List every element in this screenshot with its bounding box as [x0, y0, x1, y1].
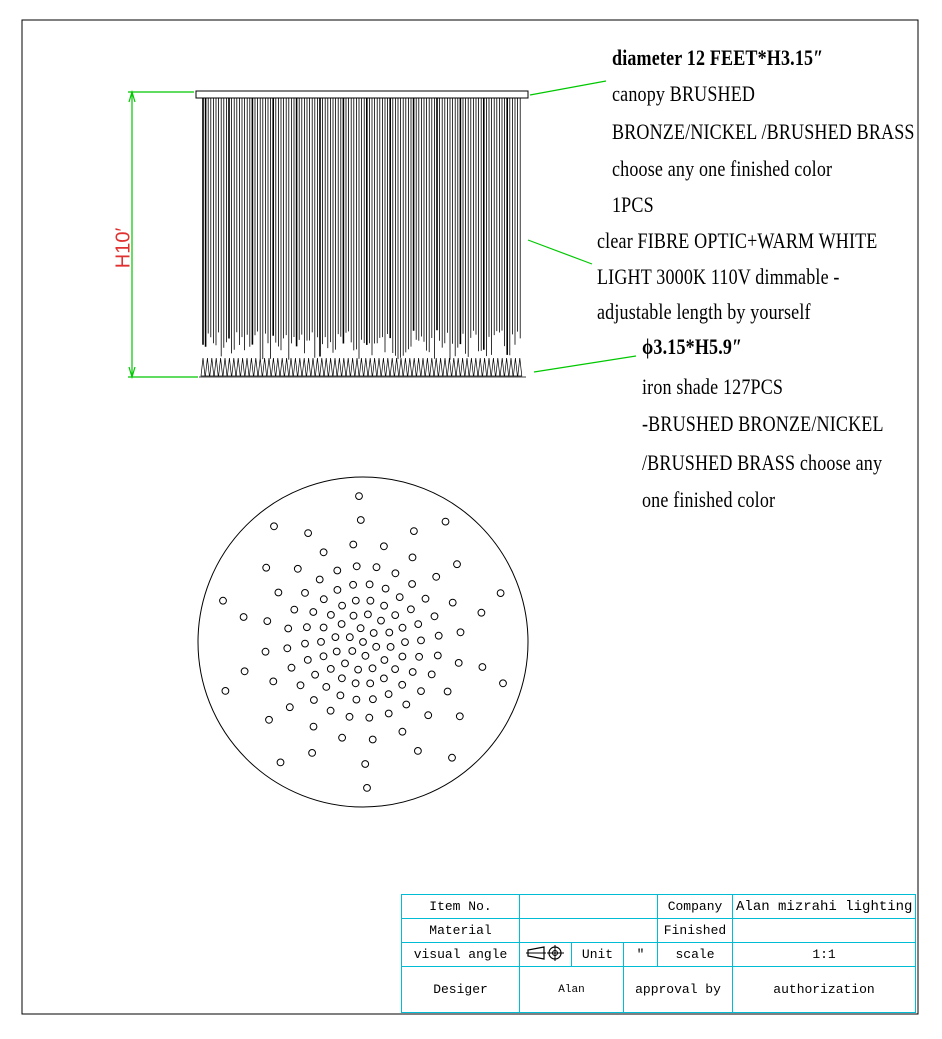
canopy	[196, 91, 528, 98]
iron-shade	[320, 358, 324, 376]
shade-hole	[385, 691, 392, 698]
iron-shade	[465, 358, 469, 376]
shade-hole	[367, 680, 374, 687]
shade-hole	[478, 609, 485, 616]
iron-shade	[381, 358, 385, 376]
iron-shade	[518, 358, 522, 376]
shade-hole	[350, 541, 357, 548]
canopy-leader	[530, 81, 606, 95]
shade-hole	[399, 728, 406, 735]
shade-hole	[310, 723, 317, 730]
shade-leader	[534, 356, 636, 372]
iron-shade	[263, 358, 267, 376]
iron-shade	[232, 358, 236, 376]
iron-shade	[205, 358, 209, 376]
material-label: Material	[402, 919, 520, 943]
iron-shade	[395, 358, 399, 376]
shade-hole	[355, 666, 362, 673]
shade-hole	[310, 609, 317, 616]
iron-shade	[289, 358, 293, 376]
shade-hole	[266, 716, 273, 723]
shade-note-line-4: /BRUSHED BRASS choose any	[642, 450, 883, 475]
shade-hole	[305, 530, 312, 537]
shade-hole	[222, 688, 229, 695]
shade-hole	[312, 671, 319, 678]
shade-hole	[497, 590, 504, 597]
shade-hole	[392, 570, 399, 577]
shade-hole	[277, 759, 284, 766]
shade-hole	[399, 681, 406, 688]
shade-hole	[362, 652, 369, 659]
unit-value: ″	[624, 943, 658, 967]
iron-shade	[487, 358, 491, 376]
iron-shade	[425, 358, 429, 376]
shade-hole	[479, 664, 486, 671]
visual-angle-label: visual angle	[402, 943, 520, 967]
shade-hole	[346, 713, 353, 720]
shade-hole	[364, 785, 371, 792]
shade-hole	[339, 675, 346, 682]
shade-hole	[416, 653, 423, 660]
iron-shade	[302, 358, 306, 376]
shade-note-line-5: one finished color	[642, 487, 776, 512]
shade-hole	[357, 517, 364, 524]
iron-shade	[337, 358, 341, 376]
iron-shade	[227, 358, 231, 376]
iron-shade	[254, 358, 258, 376]
iron-shade	[421, 358, 425, 376]
iron-shade	[249, 358, 253, 376]
shade-hole	[409, 581, 416, 588]
iron-shade	[324, 358, 328, 376]
shade-note-line-3: -BRUSHED BRONZE/NICKEL	[642, 411, 884, 436]
shade-hole	[366, 581, 373, 588]
shade-hole	[316, 576, 323, 583]
iron-shades-row	[199, 358, 526, 377]
shade-hole	[408, 606, 415, 613]
shade-hole	[297, 682, 304, 689]
shade-hole	[369, 736, 376, 743]
iron-shade	[491, 358, 495, 376]
item-no-value	[520, 895, 658, 919]
iron-shade	[219, 358, 223, 376]
shade-hole	[403, 701, 410, 708]
iron-shade	[430, 358, 434, 376]
shade-hole	[275, 589, 282, 596]
shade-hole	[264, 618, 271, 625]
shade-hole	[349, 648, 356, 655]
shade-hole	[367, 597, 374, 604]
iron-shade	[403, 358, 407, 376]
iron-shade	[500, 358, 504, 376]
authorization-label: authorization	[733, 967, 916, 1013]
shade-hole	[339, 734, 346, 741]
canopy-note-line-3: BRONZE/NICKEL /BRUSHED BRASS	[612, 119, 915, 144]
iron-shade	[368, 358, 372, 376]
shade-hole	[449, 599, 456, 606]
shade-hole	[352, 597, 359, 604]
shade-hole	[327, 707, 334, 714]
shade-hole	[415, 621, 422, 628]
shade-note-line-1: ϕ3.15*H5.9″	[642, 334, 743, 359]
shade-hole	[449, 754, 456, 761]
fibre-note-line-3: adjustable length by yourself	[597, 299, 811, 324]
shade-hole	[381, 675, 388, 682]
fibre-leader	[528, 240, 592, 264]
shade-hole	[433, 573, 440, 580]
unit-label: Unit	[572, 943, 624, 967]
iron-shade	[364, 358, 368, 376]
iron-shade	[271, 358, 275, 376]
plan-view-shade-holes	[220, 493, 507, 792]
shade-hole	[263, 564, 270, 571]
shade-hole	[370, 630, 377, 637]
iron-shade	[329, 358, 333, 376]
shade-hole	[386, 629, 393, 636]
shade-hole	[311, 697, 318, 704]
approval-label: approval by	[624, 967, 733, 1013]
iron-shade	[311, 358, 315, 376]
iron-shade	[390, 358, 394, 376]
shade-hole	[332, 634, 339, 641]
iron-shade	[315, 358, 319, 376]
shade-hole	[320, 624, 327, 631]
iron-shade	[285, 358, 289, 376]
iron-shade	[399, 358, 403, 376]
shade-hole	[409, 554, 416, 561]
shade-hole	[457, 629, 464, 636]
iron-shade	[439, 358, 443, 376]
shade-hole	[350, 612, 357, 619]
shade-hole	[288, 664, 295, 671]
iron-shade	[483, 358, 487, 376]
finished-label: Finished	[658, 919, 733, 943]
shade-hole	[434, 652, 441, 659]
shade-hole	[309, 750, 316, 757]
shade-hole	[353, 696, 360, 703]
iron-shade	[505, 358, 509, 376]
shade-hole	[399, 624, 406, 631]
shade-hole	[333, 648, 340, 655]
shade-hole	[342, 660, 349, 667]
shade-hole	[418, 637, 425, 644]
shade-hole	[320, 653, 327, 660]
shade-hole	[392, 666, 399, 673]
shade-hole	[431, 613, 438, 620]
iron-shade	[236, 358, 240, 376]
shade-hole	[357, 625, 364, 632]
iron-shade	[386, 358, 390, 376]
shade-hole	[334, 567, 341, 574]
shade-hole	[338, 621, 345, 628]
shade-hole	[392, 612, 399, 619]
shade-hole	[381, 543, 388, 550]
shade-hole	[373, 643, 380, 650]
iron-shade	[447, 358, 451, 376]
iron-shade	[478, 358, 482, 376]
shade-hole	[399, 653, 406, 660]
iron-shade	[355, 358, 359, 376]
shade-hole	[360, 639, 367, 646]
shade-hole	[304, 657, 311, 664]
shade-hole	[454, 561, 461, 568]
shade-hole	[318, 639, 325, 646]
shade-hole	[328, 612, 335, 619]
scale-label: scale	[658, 943, 733, 967]
iron-shade	[201, 358, 205, 376]
designer-label: Desiger	[402, 967, 520, 1013]
iron-shade	[245, 358, 249, 376]
shade-hole	[381, 657, 388, 664]
shade-hole	[385, 710, 392, 717]
shade-hole	[291, 606, 298, 613]
shade-hole	[369, 665, 376, 672]
iron-shade	[456, 358, 460, 376]
shade-hole	[350, 581, 357, 588]
shade-note-line-2: iron shade 127PCS	[642, 374, 784, 399]
shade-hole	[304, 624, 311, 631]
title-block	[401, 894, 916, 1013]
shade-hole	[387, 644, 394, 651]
scale-value: 1:1	[733, 943, 916, 967]
shade-hole	[270, 678, 277, 685]
iron-shade	[223, 358, 227, 376]
iron-shade	[333, 358, 337, 376]
shade-hole	[271, 523, 278, 530]
fibre-note-line-1: clear FIBRE OPTIC+WARM WHITE	[597, 228, 878, 253]
shade-hole	[284, 645, 291, 652]
company-value: Alan mizrahi lighting	[733, 895, 916, 919]
plan-view-outline	[198, 477, 528, 807]
iron-shade	[452, 358, 456, 376]
shade-hole	[409, 669, 416, 676]
shade-hole	[411, 528, 418, 535]
shade-hole	[442, 518, 449, 525]
iron-shade	[443, 358, 447, 376]
shade-hole	[302, 640, 309, 647]
shade-hole	[362, 761, 369, 768]
iron-shade	[241, 358, 245, 376]
shade-hole	[327, 666, 334, 673]
shade-hole	[356, 493, 363, 500]
canopy-note-line-5: 1PCS	[612, 192, 654, 217]
iron-shade	[276, 358, 280, 376]
material-value	[520, 919, 658, 943]
iron-shade	[342, 358, 346, 376]
shade-hole	[378, 617, 385, 624]
shade-hole	[418, 688, 425, 695]
iron-shade	[214, 358, 218, 376]
shade-hole	[455, 660, 462, 667]
shade-hole	[323, 684, 330, 691]
shade-hole	[334, 587, 341, 594]
iron-shade	[373, 358, 377, 376]
fibre-optic-strands	[203, 98, 520, 360]
shade-hole	[366, 714, 373, 721]
shade-hole	[352, 680, 359, 687]
shade-hole	[373, 564, 380, 571]
iron-shade	[359, 358, 363, 376]
height-dimension-label: H10′	[112, 227, 135, 269]
shade-hole	[302, 590, 309, 597]
iron-shade	[280, 358, 284, 376]
canopy-note-line-2: canopy BRUSHED	[612, 81, 756, 106]
shade-hole	[240, 614, 247, 621]
iron-shade	[408, 358, 412, 376]
shade-hole	[286, 704, 293, 711]
shade-hole	[320, 596, 327, 603]
shade-hole	[220, 597, 227, 604]
iron-shade	[351, 358, 355, 376]
iron-shade	[293, 358, 297, 376]
iron-shade	[267, 358, 271, 376]
shade-hole	[353, 563, 360, 570]
iron-shade	[210, 358, 214, 376]
finished-value	[733, 919, 916, 943]
shade-hole	[262, 648, 269, 655]
shade-hole	[425, 712, 432, 719]
first-angle-projection-icon	[526, 945, 566, 961]
projection-symbol	[520, 943, 572, 967]
iron-shade	[496, 358, 500, 376]
shade-hole	[365, 611, 372, 618]
iron-shade	[474, 358, 478, 376]
shade-hole	[422, 595, 429, 602]
iron-shade	[412, 358, 416, 376]
iron-shade	[258, 358, 262, 376]
shade-hole	[382, 585, 389, 592]
company-label: Company	[658, 895, 733, 919]
iron-shade	[417, 358, 421, 376]
shade-hole	[346, 634, 353, 641]
shade-hole	[500, 680, 507, 687]
iron-shade	[509, 358, 513, 376]
iron-shade	[461, 358, 465, 376]
shade-hole	[456, 713, 463, 720]
iron-shade	[434, 358, 438, 376]
iron-shade	[469, 358, 473, 376]
shade-hole	[396, 594, 403, 601]
iron-shade	[513, 358, 517, 376]
shade-hole	[337, 692, 344, 699]
iron-shade	[346, 358, 350, 376]
shade-hole	[320, 549, 327, 556]
shade-hole	[435, 632, 442, 639]
iron-shade	[307, 358, 311, 376]
canopy-note-line-1: diameter 12 FEET*H3.15″	[612, 45, 824, 70]
shade-hole	[381, 602, 388, 609]
shade-hole	[285, 625, 292, 632]
iron-shade	[377, 358, 381, 376]
shade-hole	[241, 668, 248, 675]
iron-shade	[298, 358, 302, 376]
canopy-note-line-4: choose any one finished color	[612, 156, 833, 181]
fibre-note-line-2: LIGHT 3000K 110V dimmable -	[597, 264, 840, 289]
shade-hole	[444, 688, 451, 695]
shade-hole	[294, 565, 301, 572]
shade-hole	[402, 639, 409, 646]
shade-hole	[415, 748, 422, 755]
shade-hole	[428, 671, 435, 678]
shade-hole	[370, 696, 377, 703]
designer-value: Alan	[520, 967, 624, 1013]
shade-hole	[339, 602, 346, 609]
item-no-label: Item No.	[402, 895, 520, 919]
